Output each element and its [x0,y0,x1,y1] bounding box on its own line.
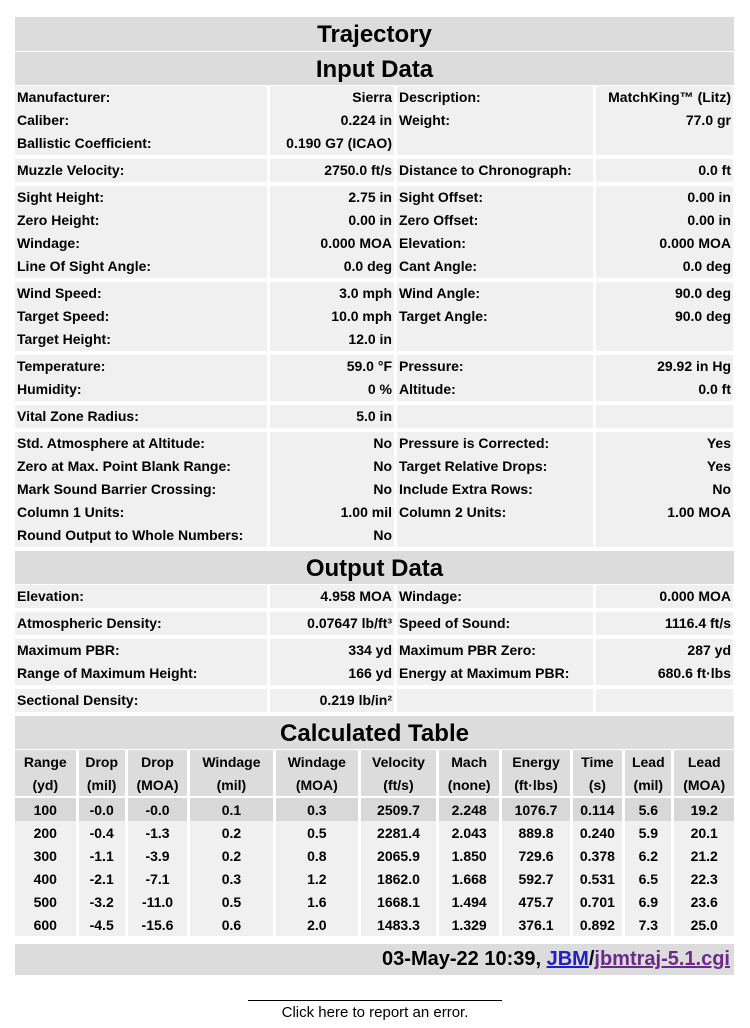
table-cell: -15.6 [128,913,187,936]
column-header: Drop [79,750,125,773]
table-cell: 0.892 [573,913,623,936]
table-cell: 7.3 [625,913,671,936]
table-cell: 1.329 [439,913,500,936]
table-cell: 25.0 [674,913,734,936]
table-cell: 376.1 [502,913,569,936]
table-cell: 0.8 [276,844,358,867]
field-label: Temperature: [15,355,267,378]
field-value: 0.0 ft [596,159,733,182]
table-cell: 5.6 [625,798,671,821]
table-cell: 100 [15,798,76,821]
column-unit: (MOA) [128,773,187,798]
field-label: Pressure is Corrected: [397,432,593,455]
table-cell: -1.3 [128,821,187,844]
table-cell: 23.6 [674,890,734,913]
output-data-header: Output Data [15,551,734,585]
field-label: Cant Angle: [397,255,593,278]
field-label: Elevation: [397,232,593,255]
column-header: Drop [128,750,187,773]
field-value: 1.00 MOA [596,501,733,524]
report-error-link[interactable]: Click here to report an error. [248,1000,502,1021]
field-value: No [270,455,394,478]
table-cell: 475.7 [502,890,569,913]
table-row [15,890,734,913]
field-label: Target Relative Drops: [397,455,593,478]
field-label: Line Of Sight Angle: [15,255,267,278]
field-value: 4.958 MOA [270,585,394,608]
field-value: No [596,478,733,501]
column-header: Mach [439,750,500,773]
table-cell: 729.6 [502,844,569,867]
jbmtraj-link[interactable]: jbmtraj-5.1.cgi [594,948,730,970]
table-cell: 2.043 [439,821,500,844]
page-title: Trajectory [15,17,734,52]
table-cell: -3.9 [128,844,187,867]
input-data-header: Input Data [15,52,734,86]
field-value: 10.0 mph [270,305,394,328]
field-label: Maximum PBR Zero: [397,639,593,662]
field-value: 0.00 in [596,186,733,209]
data-row [15,351,734,378]
field-value: 0.000 MOA [596,585,733,608]
table-cell: 1.668 [439,867,500,890]
field-label: Muzzle Velocity: [15,159,267,182]
field-label: Mark Sound Barrier Crossing: [15,478,267,501]
field-value [596,132,733,155]
column-unit: (ft/s) [361,773,436,798]
table-cell: -2.1 [79,867,125,890]
column-unit: (mil) [79,773,125,798]
table-row [15,913,734,936]
column-unit: (MOA) [674,773,734,798]
field-label: Include Extra Rows: [397,478,593,501]
calculated-table-header: Calculated Table [15,716,734,750]
column-header: Energy [502,750,569,773]
field-label: Zero Height: [15,209,267,232]
field-label: Column 1 Units: [15,501,267,524]
data-row [15,209,734,232]
field-value: MatchKing™ (Litz) [596,86,733,109]
table-cell: 6.5 [625,867,671,890]
column-header: Time [573,750,623,773]
table-cell: 0.5 [276,821,358,844]
field-label [397,132,593,155]
table-cell: 889.8 [502,821,569,844]
table-row [15,844,734,867]
column-header: Lead [625,750,671,773]
data-row [15,378,734,401]
field-value: 12.0 in [270,328,394,351]
table-cell: 0.3 [190,867,272,890]
table-cell: 500 [15,890,76,913]
field-value: 0.0 deg [596,255,733,278]
field-value: 90.0 deg [596,282,733,305]
field-label: Description: [397,86,593,109]
table-cell: 0.3 [276,798,358,821]
table-cell: 1.494 [439,890,500,913]
field-value [596,405,733,428]
field-label: Round Output to Whole Numbers: [15,524,267,547]
field-value: Yes [596,455,733,478]
field-value: 1.00 mil [270,501,394,524]
field-value [596,524,733,547]
field-label [397,405,593,428]
table-cell: 1862.0 [361,867,436,890]
jbm-link[interactable]: JBM [546,948,589,970]
field-label: Caliber: [15,109,267,132]
field-label: Weight: [397,109,593,132]
field-value: 90.0 deg [596,305,733,328]
field-value: 0.0 deg [270,255,394,278]
field-value [596,328,733,351]
data-row [15,585,734,608]
field-label: Energy at Maximum PBR: [397,662,593,685]
table-cell: 0.1 [190,798,272,821]
data-row [15,478,734,501]
column-unit: (s) [573,773,623,798]
data-row [15,635,734,662]
field-value: 1116.4 ft/s [596,612,733,635]
data-row [15,232,734,255]
field-value: No [270,478,394,501]
table-cell: -1.1 [79,844,125,867]
field-label: Wind Angle: [397,282,593,305]
field-label: Pressure: [397,355,593,378]
field-label: Sectional Density: [15,689,267,712]
data-row [15,255,734,278]
column-unit-row [15,773,734,798]
data-row [15,328,734,351]
field-value: 5.0 in [270,405,394,428]
data-row [15,305,734,328]
field-value: 2.75 in [270,186,394,209]
data-row [15,155,734,182]
data-row [15,182,734,209]
field-label: Altitude: [397,378,593,401]
table-cell: 2509.7 [361,798,436,821]
table-cell: 0.5 [190,890,272,913]
field-label: Target Angle: [397,305,593,328]
table-cell: 21.2 [674,844,734,867]
table-cell: -0.0 [79,798,125,821]
column-header: Range [15,750,76,773]
data-row [15,608,734,635]
field-value: 287 yd [596,639,733,662]
table-cell: 1.6 [276,890,358,913]
timestamp: 03-May-22 10:39, [382,948,547,970]
column-unit: (mil) [190,773,272,798]
data-row [15,86,734,109]
table-cell: -0.0 [128,798,187,821]
table-cell: 0.2 [190,844,272,867]
data-row [15,455,734,478]
column-unit: (mil) [625,773,671,798]
table-cell: 1.850 [439,844,500,867]
field-value: 59.0 °F [270,355,394,378]
field-label: Zero at Max. Point Blank Range: [15,455,267,478]
calculated-table [12,750,737,936]
column-header: Lead [674,750,734,773]
field-label: Target Speed: [15,305,267,328]
field-value: Yes [596,432,733,455]
table-cell: 6.9 [625,890,671,913]
field-value: 3.0 mph [270,282,394,305]
table-cell: 2.0 [276,913,358,936]
field-value: No [270,524,394,547]
field-label: Windage: [15,232,267,255]
output-data-section [15,585,734,712]
column-unit: (ft·lbs) [502,773,569,798]
table-cell: 20.1 [674,821,734,844]
field-value: Sierra [270,86,394,109]
field-value: 0.190 G7 (ICAO) [270,132,394,155]
table-cell: 200 [15,821,76,844]
table-cell: 0.114 [573,798,623,821]
field-label [397,689,593,712]
field-value: 0.00 in [270,209,394,232]
table-row [15,867,734,890]
field-value: 0.07647 lb/ft³ [270,612,394,635]
field-label: Range of Maximum Height: [15,662,267,685]
table-cell: 22.3 [674,867,734,890]
field-label: Elevation: [15,585,267,608]
field-value: 0.219 lb/in² [270,689,394,712]
field-label: Target Height: [15,328,267,351]
table-cell: 300 [15,844,76,867]
field-value: 334 yd [270,639,394,662]
field-value: 166 yd [270,662,394,685]
data-row [15,501,734,524]
table-row [15,798,734,821]
field-value: 0.00 in [596,209,733,232]
table-cell: 2.248 [439,798,500,821]
field-label: Humidity: [15,378,267,401]
field-label: Vital Zone Radius: [15,405,267,428]
data-row [15,662,734,685]
column-unit: (MOA) [276,773,358,798]
field-label [397,328,593,351]
data-row [15,401,734,428]
field-label: Column 2 Units: [397,501,593,524]
field-label [397,524,593,547]
column-header: Velocity [361,750,436,773]
table-cell: 19.2 [674,798,734,821]
table-cell: -4.5 [79,913,125,936]
field-value: 0.000 MOA [270,232,394,255]
field-label: Atmospheric Density: [15,612,267,635]
field-label: Zero Offset: [397,209,593,232]
table-row [15,821,734,844]
table-cell: 1483.3 [361,913,436,936]
table-cell: -7.1 [128,867,187,890]
field-label: Maximum PBR: [15,639,267,662]
table-cell: 1668.1 [361,890,436,913]
field-label: Distance to Chronograph: [397,159,593,182]
table-cell: 0.531 [573,867,623,890]
data-row [15,685,734,712]
field-label: Speed of Sound: [397,612,593,635]
table-cell: -0.4 [79,821,125,844]
field-value: 0.0 ft [596,378,733,401]
field-value: 0.224 in [270,109,394,132]
table-cell: 592.7 [502,867,569,890]
field-value: 680.6 ft·lbs [596,662,733,685]
table-cell: 0.701 [573,890,623,913]
data-row [15,428,734,455]
table-cell: 1.2 [276,867,358,890]
table-cell: 0.240 [573,821,623,844]
field-label: Ballistic Coefficient: [15,132,267,155]
field-label: Sight Offset: [397,186,593,209]
field-value: 77.0 gr [596,109,733,132]
column-unit: (yd) [15,773,76,798]
table-cell: 400 [15,867,76,890]
column-unit: (none) [439,773,500,798]
field-value: 0 % [270,378,394,401]
field-value: 29.92 in Hg [596,355,733,378]
table-cell: 0.6 [190,913,272,936]
footer-bar [15,944,734,975]
data-row [15,278,734,305]
field-label: Manufacturer: [15,86,267,109]
input-data-section [15,86,734,547]
table-cell: 6.2 [625,844,671,867]
trajectory-report [15,17,734,975]
table-cell: 600 [15,913,76,936]
field-value: 0.000 MOA [596,232,733,255]
field-label: Wind Speed: [15,282,267,305]
table-cell: 0.378 [573,844,623,867]
field-label: Std. Atmosphere at Altitude: [15,432,267,455]
table-cell: -3.2 [79,890,125,913]
field-label: Sight Height: [15,186,267,209]
path-separator: / [588,948,595,970]
field-value [596,689,733,712]
field-label: Windage: [397,585,593,608]
field-value: No [270,432,394,455]
table-cell: 2065.9 [361,844,436,867]
field-value: 2750.0 ft/s [270,159,394,182]
table-cell: 5.9 [625,821,671,844]
table-cell: 1076.7 [502,798,569,821]
column-header: Windage [190,750,272,773]
column-header: Windage [276,750,358,773]
table-cell: -11.0 [128,890,187,913]
data-row [15,524,734,547]
data-row [15,109,734,132]
column-header-row [15,750,734,773]
table-cell: 0.2 [190,821,272,844]
data-row [15,132,734,155]
table-cell: 2281.4 [361,821,436,844]
